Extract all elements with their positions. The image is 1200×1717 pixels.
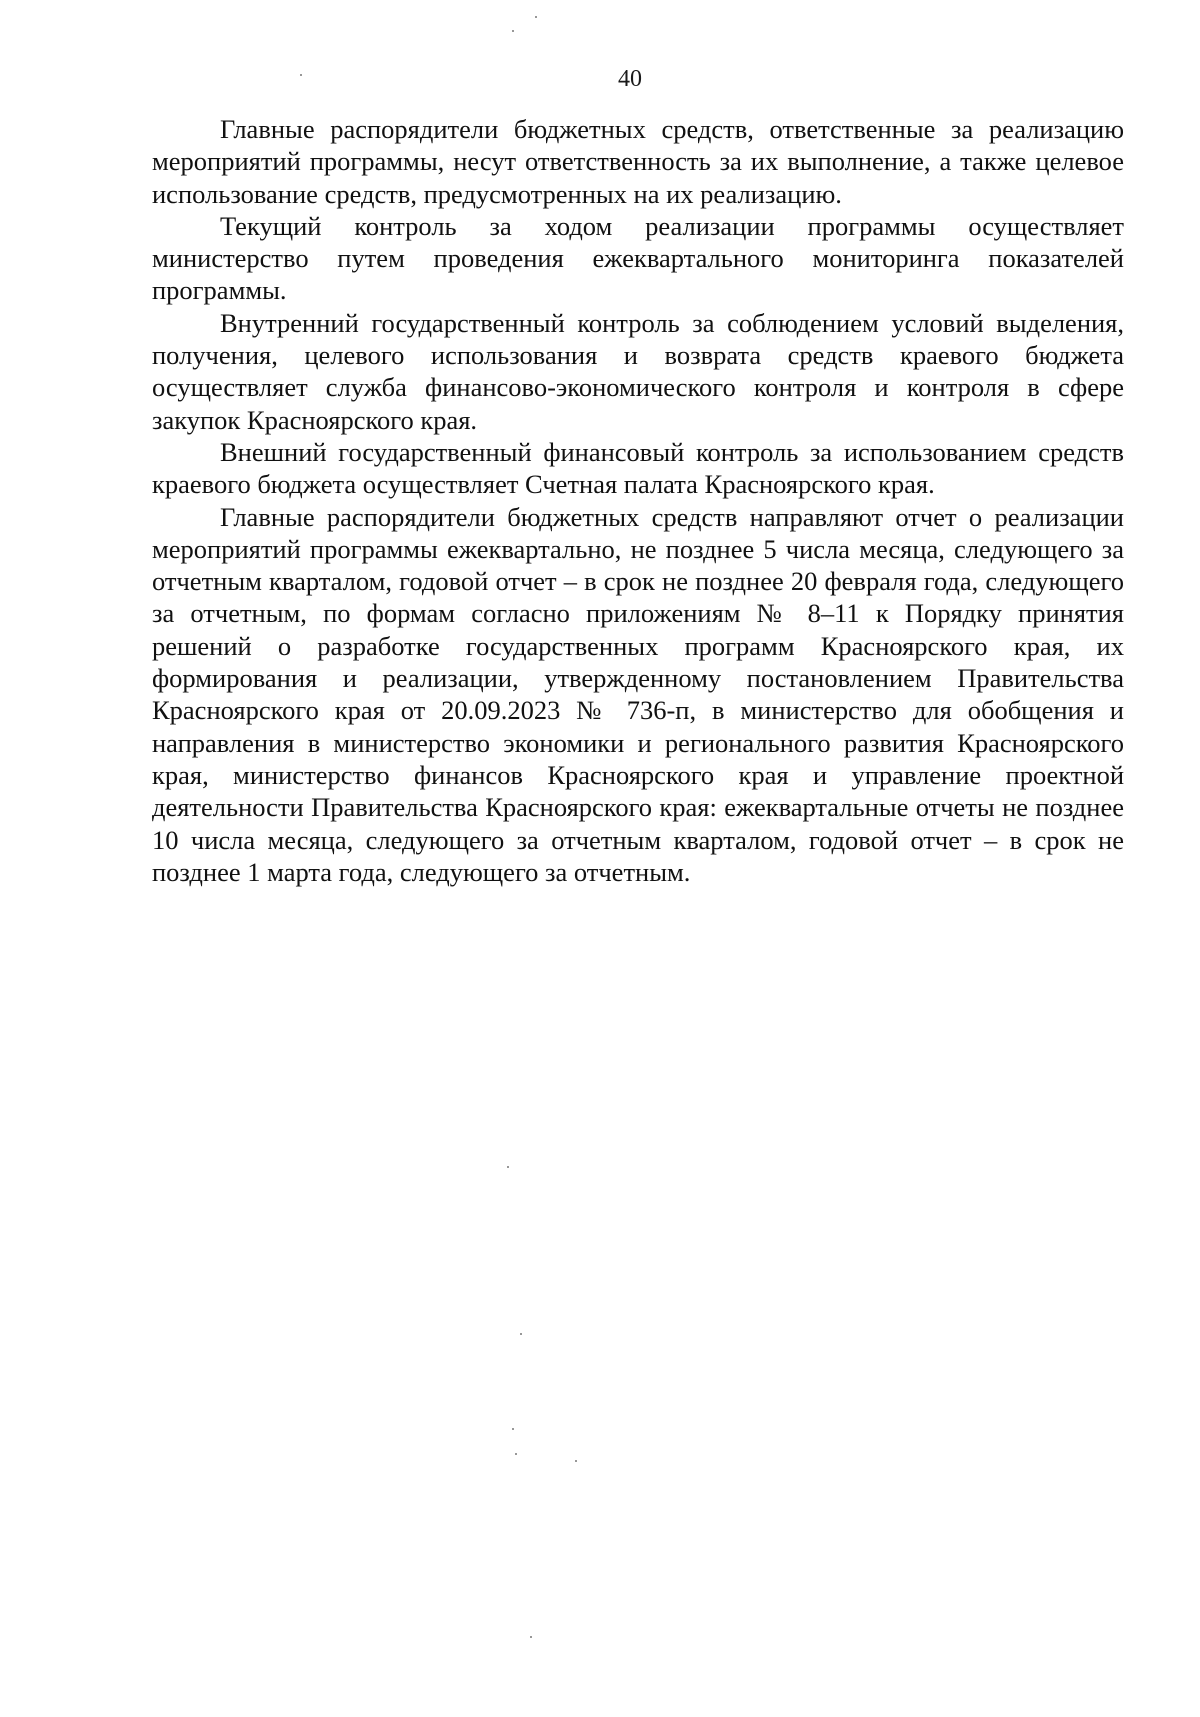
scan-speck (530, 1636, 532, 1638)
page-number: 40 (618, 66, 642, 92)
paragraph-reporting: Главные распорядители бюджетных средств направляют отчет о реализации мероприятий программы ежеквартально, не позднее 5 числа месяца, следующего за отчетным кварталом, годовой отчет – в срок не позднее 20 февраля года, следующего за отчетным, по формам согласно приложениям № 8–11 к Порядку принятия решений о разработке государственных программ Красноярского края, их формирования и реализации, утвержденному постановлением Правительства Красноярского края от 20.09.2023 № 736-п, в министерство для обобщения и направления в министерство экономики и регионального развития Красноярского края, министерство финансов Красноярского края и управление проектной деятельности Правительства Красноярского края: ежеквартальные отчеты не позднее 10 числа месяца, следующего за отчетным кварталом, годовой отчет – в срок не позднее 1 марта года, следующего за отчетным. (152, 501, 1124, 887)
scan-speck (520, 1333, 522, 1335)
document-body (152, 113, 1124, 888)
scan-speck (507, 1166, 509, 1168)
scan-speck (512, 1428, 514, 1430)
scan-speck (515, 1453, 517, 1455)
scan-speck (512, 30, 514, 32)
paragraph-external-control: Внешний государственный финансовый контроль за использованием средств краевого бюджета осуществляет Счетная палата Красноярского края. (152, 436, 1124, 500)
paragraph-internal-control: Внутренний государственный контроль за соблюдением условий выделения, получения, целевого использования и возврата средств краевого бюджета осуществляет служба финансово-экономического контроля и контроля в сфере закупок Красноярского края. (152, 307, 1124, 435)
scan-speck (535, 16, 537, 18)
paragraph-responsibility: Главные распорядители бюджетных средств, ответственные за реализацию мероприятий программы, несут ответственность за их выполнение, а также целевое использование средств, предусмотренных на их реализацию. (152, 114, 1124, 209)
scan-speck (575, 1460, 577, 1462)
scan-speck (300, 74, 302, 76)
paragraph-current-control: Текущий контроль за ходом реализации программы осуществляет министерство путем проведения ежеквартального мониторинга показателей программы. (152, 210, 1124, 306)
